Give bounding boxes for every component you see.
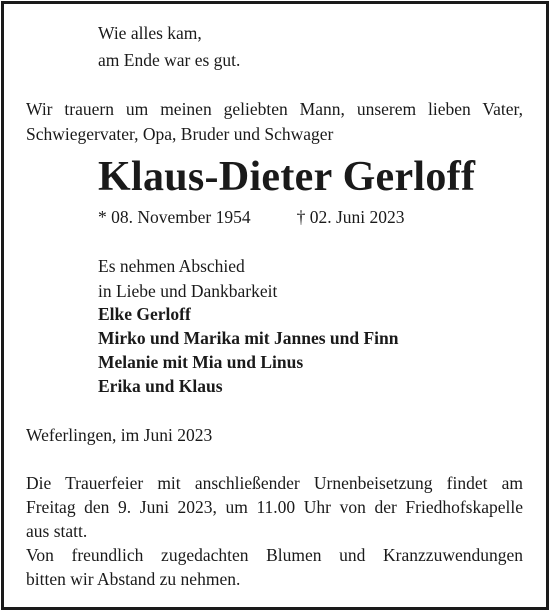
flowers-note-line-1: Von freundlich zugedachten Blumen und Kranzzuwendungen <box>26 545 523 565</box>
place-date: Weferlingen, im Juni 2023 <box>26 425 213 445</box>
farewell-line-1: Es nehmen Abschied <box>98 256 245 276</box>
motto-line-1: Wie alles kam, <box>98 23 202 43</box>
funeral-info-line-1: Die Trauerfeier mit anschließender Urnenbeisetzung findet am <box>26 473 523 493</box>
funeral-info-line-3: aus statt. <box>26 521 88 541</box>
death-date: † 02. Juni 2023 <box>296 207 405 227</box>
intro-line-1: Wir trauern um meinen geliebten Mann, unserem lieben Vater, <box>26 99 523 119</box>
deceased-name: Klaus-Dieter Gerloff <box>98 154 476 200</box>
life-dates <box>98 205 405 229</box>
motto-line-2: am Ende war es gut. <box>98 50 241 70</box>
farewell-line-2: in Liebe und Dankbarkeit <box>98 281 278 301</box>
birth-date: * 08. November 1954 <box>98 207 251 227</box>
intro-line-2: Schwiegervater, Opa, Bruder und Schwager <box>26 124 334 144</box>
obituary-notice <box>1 1 549 610</box>
mourner-2: Mirko und Marika mit Jannes und Finn <box>98 328 399 348</box>
mourner-1: Elke Gerloff <box>98 304 191 324</box>
flowers-note-line-2: bitten wir Abstand zu nehmen. <box>26 569 241 589</box>
mourner-3: Melanie mit Mia und Linus <box>98 352 304 372</box>
mourner-4: Erika und Klaus <box>98 376 223 396</box>
funeral-info-line-2: Freitag den 9. Juni 2023, um 11.00 Uhr von der Friedhofskapelle <box>26 497 523 517</box>
